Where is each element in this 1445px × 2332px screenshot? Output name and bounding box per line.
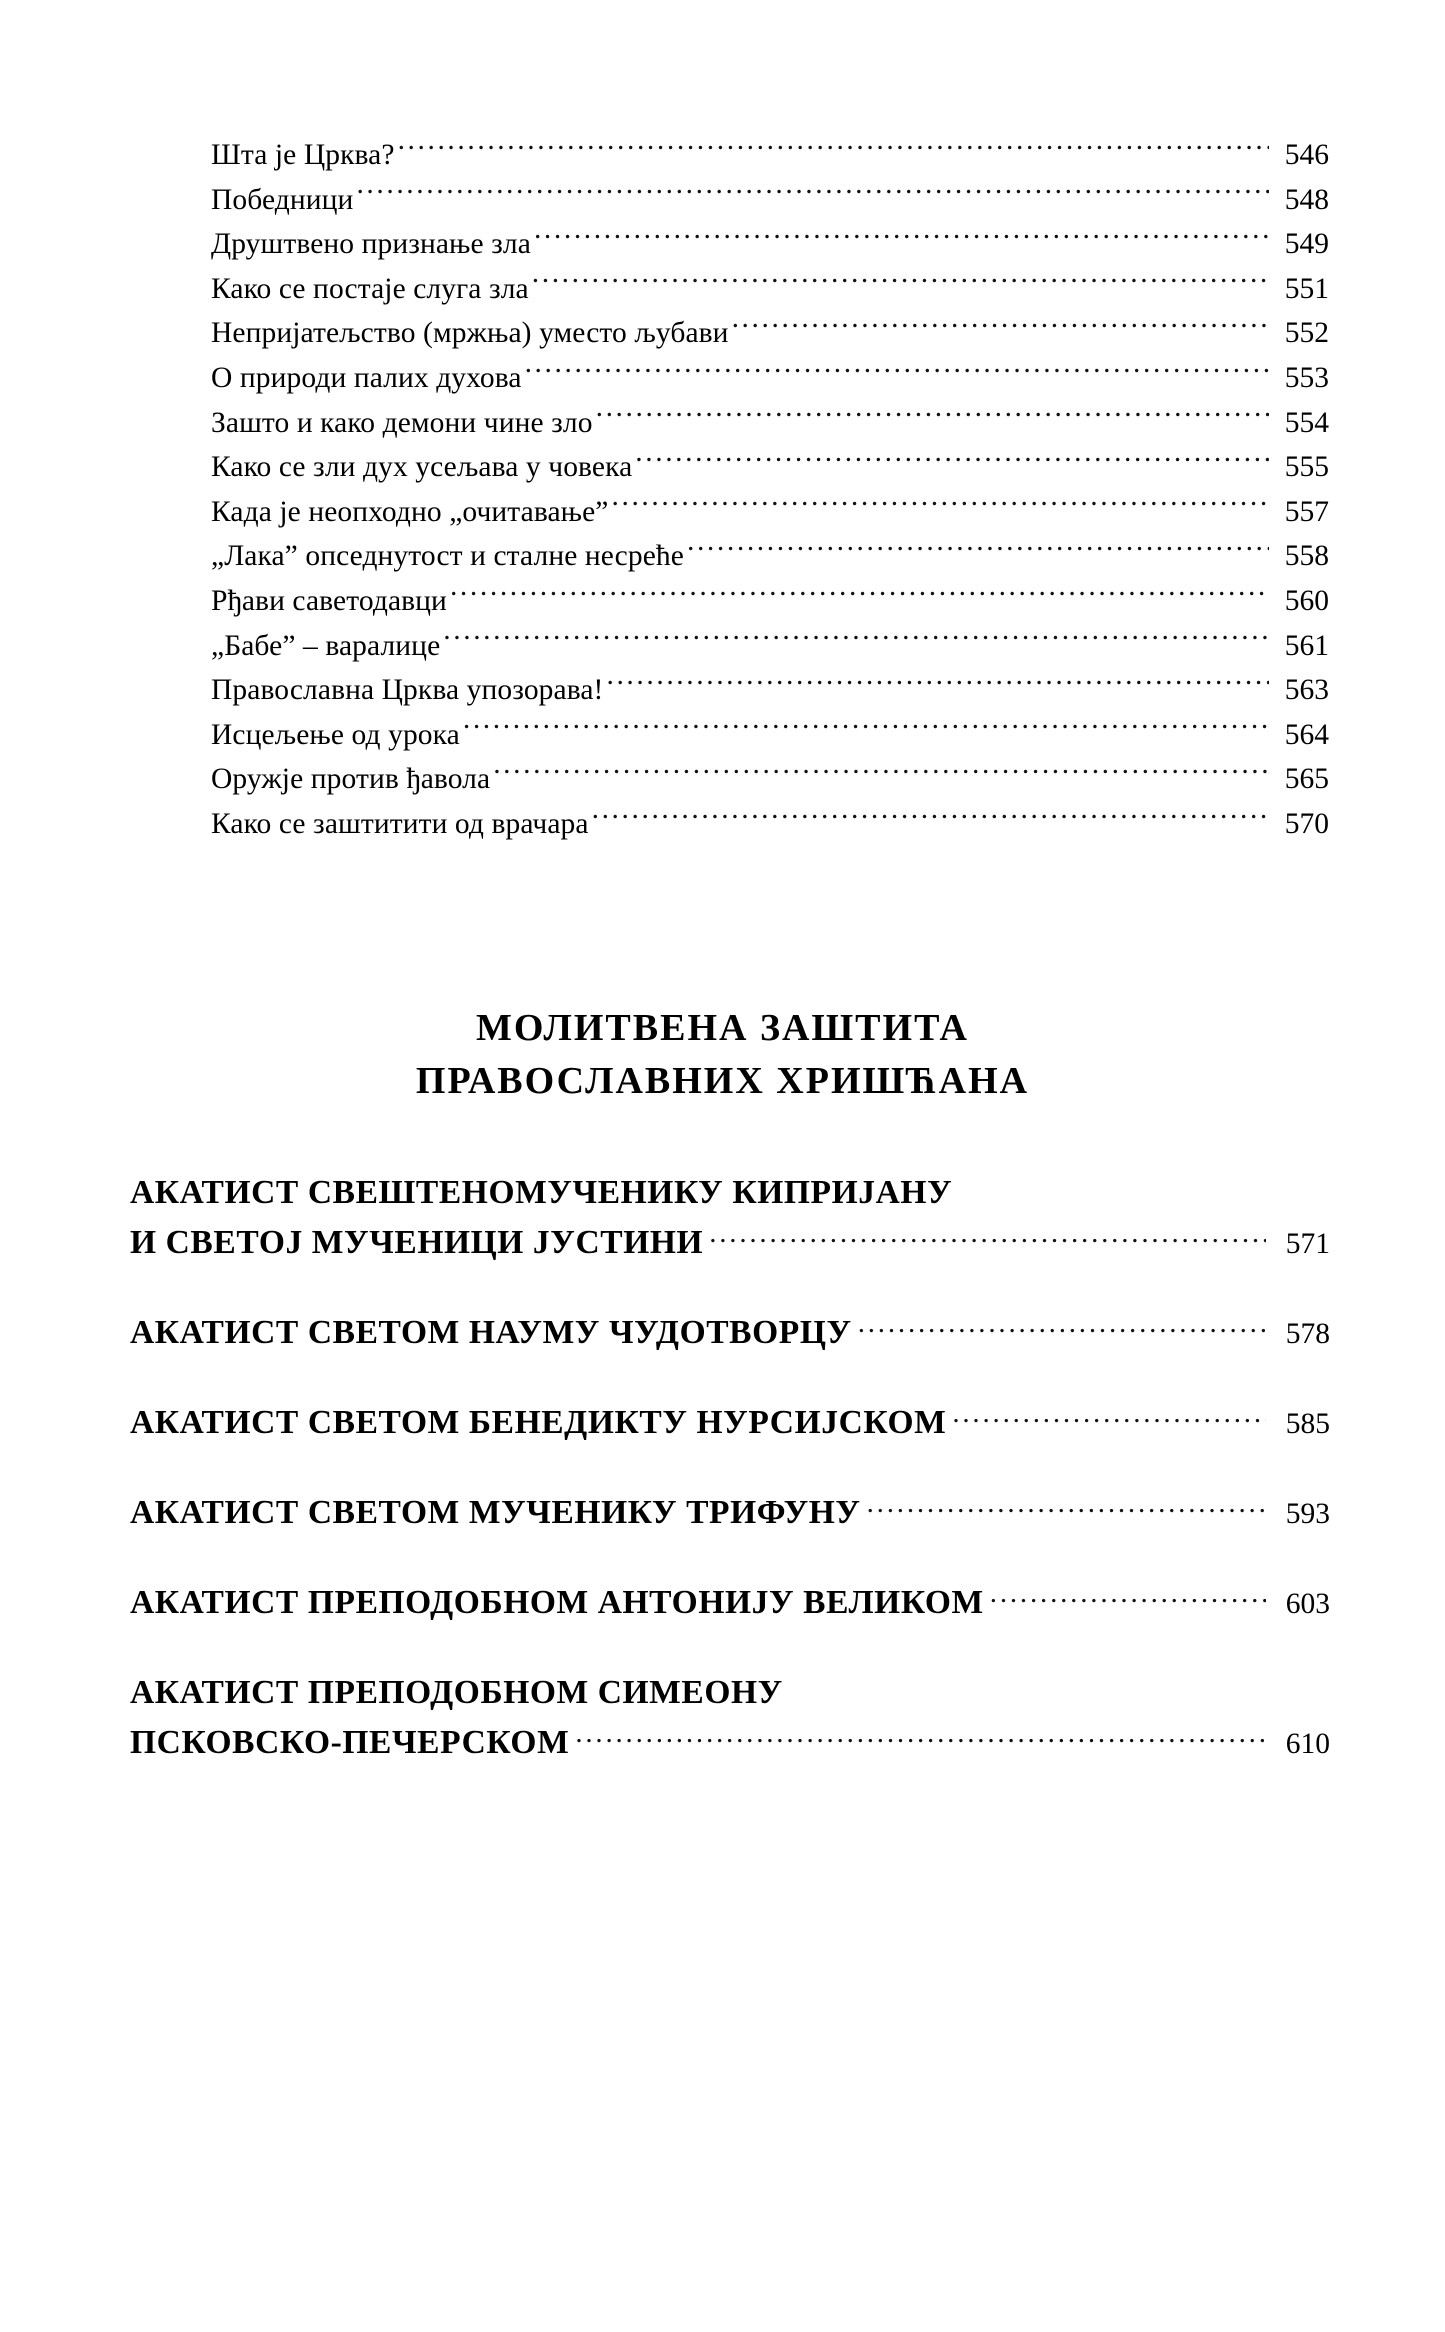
- toc-entry-page: 560: [1284, 584, 1329, 617]
- toc-bold-entry-label: АКАТИСТ СВЕТОМ МУЧЕНИКУ ТРИФУНУ: [130, 1494, 861, 1531]
- toc-entry[interactable]: [211, 624, 1329, 669]
- toc-leader-dots: [493, 759, 1269, 789]
- toc-entry-page: 555: [1284, 451, 1329, 484]
- toc-entry-label: Зашто и како демони чине зло: [211, 406, 593, 439]
- toc-leader-dots: [575, 1737, 1266, 1753]
- toc-leader-dots: [635, 447, 1269, 477]
- toc-bold-entry-line: АКАТИСТ ПРЕПОДОБНОМ СИМЕОНУ: [130, 1674, 783, 1711]
- toc-leader-dots: [858, 1327, 1266, 1343]
- toc-leader-dots: [606, 670, 1269, 700]
- toc-entry[interactable]: [211, 490, 1329, 535]
- toc-entry[interactable]: [211, 222, 1329, 267]
- toc-leader-dots: [990, 1597, 1266, 1613]
- toc-leader-dots: [732, 313, 1269, 343]
- toc-entry[interactable]: [211, 178, 1329, 223]
- toc-entry[interactable]: [211, 579, 1329, 624]
- toc-entry-label: „Бабе” – варалице: [211, 629, 441, 662]
- section-title-line-2: ПРАВОСЛАВНИХ ХРИШЋАНА: [415, 1060, 1030, 1102]
- toc-entry-page: 563: [1284, 674, 1329, 707]
- toc-leader-dots: [952, 1417, 1266, 1433]
- toc-entry-page: 564: [1284, 718, 1329, 751]
- toc-entry-label: Оружје против ђавола: [211, 763, 491, 796]
- toc-entry-page: 546: [1284, 139, 1329, 171]
- toc-entry[interactable]: [211, 757, 1329, 802]
- toc-leader-dots: [592, 803, 1269, 833]
- toc-bold-entry-page: 571: [1285, 1228, 1330, 1260]
- toc-entry-page: 570: [1284, 807, 1329, 840]
- toc-entry[interactable]: [211, 668, 1329, 713]
- toc-leader-dots: [525, 357, 1269, 387]
- toc-entry-label: Шта је Црква?: [211, 139, 395, 171]
- toc-entry-label: Рђави саветодавци: [211, 584, 447, 617]
- toc-bold-entry-last-row: [130, 1718, 1330, 1768]
- toc-leader-dots: [534, 224, 1269, 254]
- toc-entry-label: Како се заштитити од врачара: [211, 807, 589, 840]
- toc-entry[interactable]: [211, 311, 1329, 356]
- toc-entry-label: Победници: [211, 183, 354, 216]
- toc-bold-entry[interactable]: [130, 1488, 1330, 1538]
- toc-bold-entry-label: ПСКОВСКО-ПЕЧЕРСКОМ: [130, 1724, 570, 1761]
- toc-bold-entry-label: АКАТИСТ ПРЕПОДОБНОМ АНТОНИЈУ ВЕЛИКОМ: [130, 1584, 984, 1621]
- toc-leader-dots: [687, 536, 1269, 566]
- toc-bold-entry[interactable]: [130, 1398, 1330, 1448]
- toc-leader-dots: [532, 268, 1269, 298]
- toc-bold-entry[interactable]: [130, 1578, 1330, 1628]
- toc-entry-label: „Лака” опседнутост и сталне несреће: [211, 540, 684, 573]
- toc-entry-page: 561: [1284, 629, 1329, 662]
- toc-leader-dots: [450, 580, 1269, 610]
- toc-bold-entry-page: 593: [1285, 1498, 1330, 1530]
- toc-entry-page: 558: [1284, 540, 1329, 573]
- section-title-line-1: МОЛИТВЕНА ЗАШТИТА: [476, 1007, 969, 1049]
- toc-entry[interactable]: [211, 445, 1329, 490]
- toc-leader-dots: [612, 491, 1270, 521]
- toc-entry-label: Друштвено признање зла: [211, 228, 531, 261]
- toc-leader-dots: [356, 179, 1269, 209]
- toc-bold-entry-page: 585: [1285, 1408, 1330, 1440]
- toc-entry-label: О природи палих духова: [211, 361, 522, 394]
- toc-bold-entry-page: 578: [1285, 1318, 1330, 1350]
- toc-entry-page: 552: [1284, 317, 1329, 350]
- toc-entry-page: 551: [1284, 272, 1329, 305]
- toc-entry[interactable]: [211, 133, 1329, 178]
- toc-bold-entry-page: 603: [1285, 1588, 1330, 1620]
- toc-leader-dots: [443, 625, 1269, 655]
- toc-bold-entry-last-row: [130, 1308, 1330, 1358]
- toc-entry-label: Православна Црква упозорава!: [211, 674, 604, 707]
- toc-leader-dots: [463, 714, 1269, 744]
- toc-leader-dots: [596, 402, 1269, 432]
- toc-bold-entry[interactable]: [130, 1168, 1330, 1268]
- toc-bold-entry-page: 610: [1285, 1728, 1330, 1760]
- toc-entry-label: Непријатељство (мржња) уместо љубави: [211, 317, 729, 350]
- toc-bold-entry-last-row: [130, 1578, 1330, 1628]
- toc-bold-entry-last-row: [130, 1218, 1330, 1268]
- toc-entry[interactable]: [211, 267, 1329, 312]
- toc-bold-entry[interactable]: [130, 1308, 1330, 1358]
- toc-entry[interactable]: [211, 356, 1329, 401]
- toc-leader-dots: [867, 1507, 1266, 1523]
- section-title: [0, 1002, 1445, 1108]
- toc-entry-page: 548: [1284, 183, 1329, 216]
- toc-simple-list: [211, 133, 1329, 847]
- toc-bold-entry-label: АКАТИСТ СВЕТОМ БЕНЕДИКТУ НУРСИЈСКОМ: [130, 1404, 947, 1441]
- toc-entry-page: 557: [1284, 495, 1329, 528]
- toc-entry[interactable]: [211, 802, 1329, 847]
- toc-entry-label: Исцељење од урока: [211, 718, 460, 751]
- toc-bold-entry-label: АКАТИСТ СВЕТОМ НАУМУ ЧУДОТВОРЦУ: [130, 1314, 852, 1351]
- toc-entry-page: 553: [1284, 361, 1329, 394]
- toc-bold-entry-label: И СВЕТОЈ МУЧЕНИЦИ ЈУСТИНИ: [130, 1224, 704, 1261]
- toc-entry[interactable]: [211, 401, 1329, 446]
- toc-entry-page: 554: [1284, 406, 1329, 439]
- toc-entry-page: 565: [1284, 763, 1329, 796]
- toc-entry[interactable]: [211, 534, 1329, 579]
- toc-bold-entry-last-row: [130, 1488, 1330, 1538]
- toc-bold-entry[interactable]: [130, 1668, 1330, 1768]
- toc-entry[interactable]: [211, 713, 1329, 758]
- toc-entry-label: Када је неопходно „очитавање”: [211, 495, 609, 528]
- toc-leader-dots: [709, 1237, 1266, 1253]
- toc-entry-label: Како се зли дух усељава у човека: [211, 451, 633, 484]
- toc-bold-list: [130, 1168, 1330, 1768]
- toc-bold-entry-line: АКАТИСТ СВЕШТЕНОМУЧЕНИКУ КИПРИЈАНУ: [130, 1174, 953, 1211]
- toc-entry-label: Како се постаје слуга зла: [211, 272, 529, 305]
- toc-bold-entry-last-row: [130, 1398, 1330, 1448]
- toc-leader-dots: [398, 135, 1269, 165]
- toc-entry-page: 549: [1284, 228, 1329, 261]
